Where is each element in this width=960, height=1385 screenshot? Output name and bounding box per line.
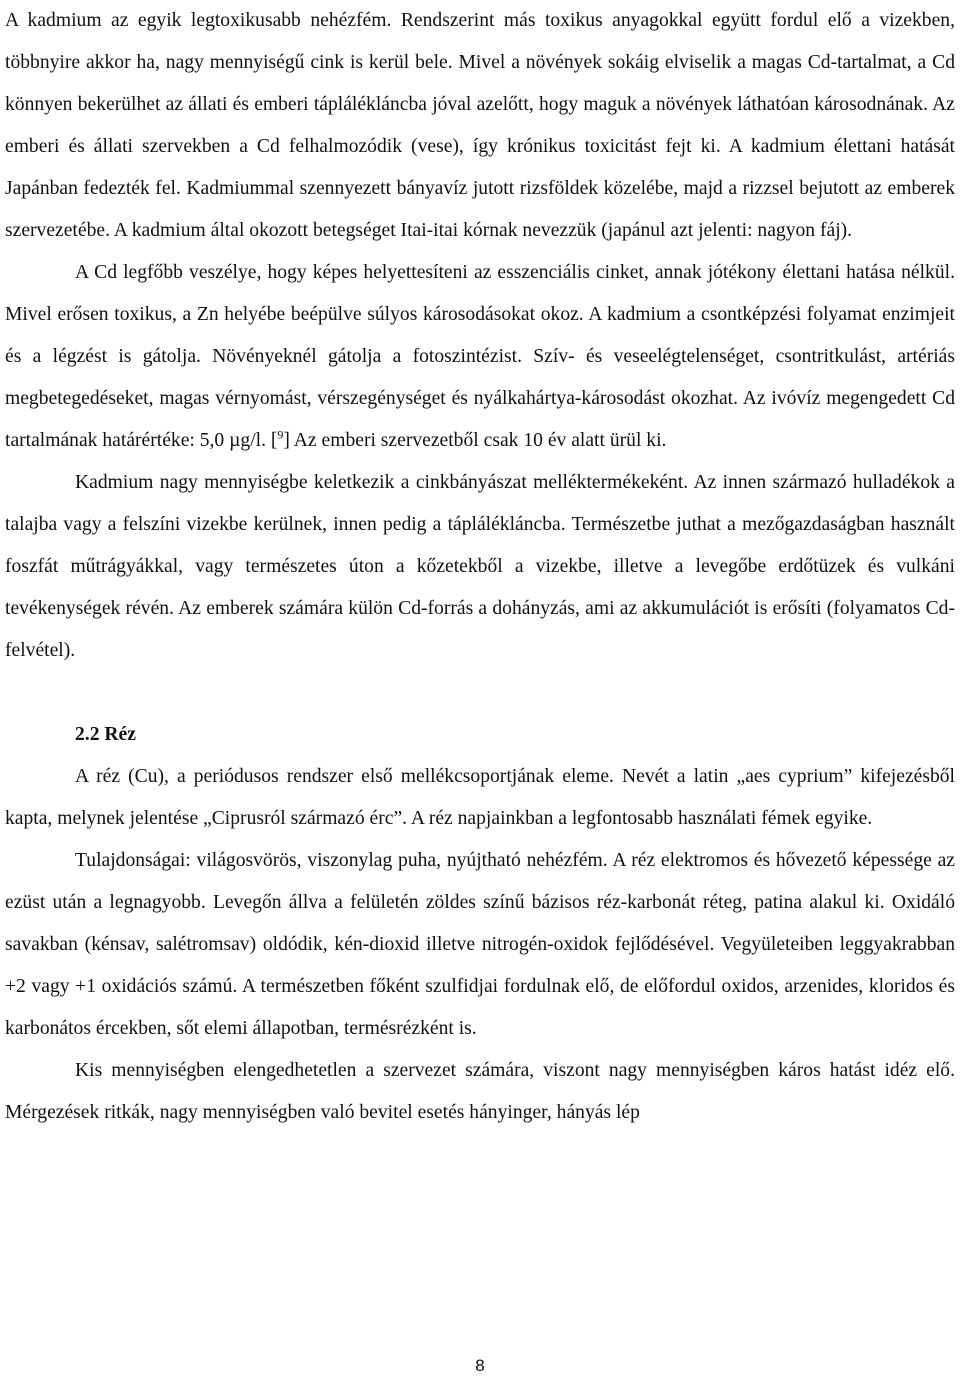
- page-number: 8: [475, 1356, 485, 1375]
- section-gap: [5, 672, 955, 714]
- paragraph-cd-1: A kadmium az egyik legtoxikusabb nehézfém. Rendszerint más toxikus anyagokkal együtt fordul elő a vizekben, többnyire akkor ha, nagy mennyiségű cink is kerül bele. Mivel a növények sokáig elviselik a magas Cd-tartalmat, a Cd könnyen bekerülhet az állati és emberi táplálékláncba jóval azelőtt, hogy maguk a növények láthatóan károsodnának. Az emberi és állati szervekben a Cd felhalmozódik (vese), így krónikus toxicitást fejt ki. A kadmium élettani hatását Japánban fedezték fel. Kadmiummal szennyezett bányavíz jutott rizsföldek közelébe, majd a rizzsel bejutott az emberek szervezetébe. A kadmium által okozott betegséget Itai-itai kórnak nevezzük (japánul azt jelenti: nagyon fáj).: [5, 10, 955, 241]
- paragraph-cd-2-text: A Cd legfőbb veszélye, hogy képes helyettesíteni az esszenciális cinket, annak jótékony élettani hatása nélkül. Mivel erősen toxikus, a Zn helyébe beépülve súlyos károsodásokat okoz. A kadmium a csontképzési folyamat enzimjeit és a légzést is gátolja. Növényeknél gátolja a fotoszintézist. Szív- és veseelégtelenséget, csontritkulást, artériás megbetegedéseket, magas vérnyomást, vérszegénységet és nyálkahártya-károsodást okozhat. Az ivóvíz megengedett Cd tartalmának határértéke: 5,0 µg/l. [: [5, 262, 955, 451]
- paragraph-cd-2-tail: ] Az emberi szervezetből csak 10 év alatt ürül ki.: [283, 430, 667, 451]
- section-heading: 2.2 Réz: [75, 724, 136, 745]
- paragraph-cu-3: Kis mennyiségben elengedhetetlen a szervezet számára, viszont nagy mennyiségben káros hatást idéz elő. Mérgezések ritkák, nagy mennyiségben való bevitel esetés hányinger, hányás lép: [5, 1060, 955, 1123]
- paragraph-cd-2: [5, 252, 955, 462]
- citation-superscript: 9: [277, 427, 284, 442]
- paragraph-cu-2: Tulajdonságai: világosvörös, viszonylag puha, nyújtható nehézfém. A réz elektromos és hővezető képessége az ezüst után a legnagyobb. Levegőn állva a felületén zöldes színű bázisos réz-karbonát réteg, patina alakul ki. Oxidáló savakban (kénsav, salétromsav) oldódik, kén-dioxid illetve nitrogén-oxidok fejlődésével. Vegyületeiben leggyakrabban +2 vagy +1 oxidációs számú. A természetben főként szulfidjai fordulnak elő, de előfordul oxidos, arzenides, kloridos és karbonátos ércekben, sőt elemi állapotban, termésrézként is.: [5, 850, 955, 1039]
- paragraph-cd-3: Kadmium nagy mennyiségbe keletkezik a cinkbányászat melléktermékeként. Az innen származó hulladékok a talajba vagy a felszíni vizekbe kerülnek, innen pedig a táplálékláncba. Természetbe juthat a mezőgazdaságban használt foszfát műtrágyákkal, vagy természetes úton a kőzetekből a vizekbe, illetve a levegőbe erdőtüzek és vulkáni tevékenységek révén. Az emberek számára külön Cd-forrás a dohányzás, ami az akkumulációt is erősíti (folyamatos Cd-felvétel).: [5, 472, 955, 661]
- page-content: [5, 0, 955, 1134]
- paragraph-cu-1: A réz (Cu), a periódusos rendszer első mellékcsoportjának eleme. Nevét a latin „aes cyprium” kifejezésből kapta, melynek jelentése „Ciprusról származó érc”. A réz napjainkban a legfontosabb használati fémek egyike.: [5, 766, 955, 829]
